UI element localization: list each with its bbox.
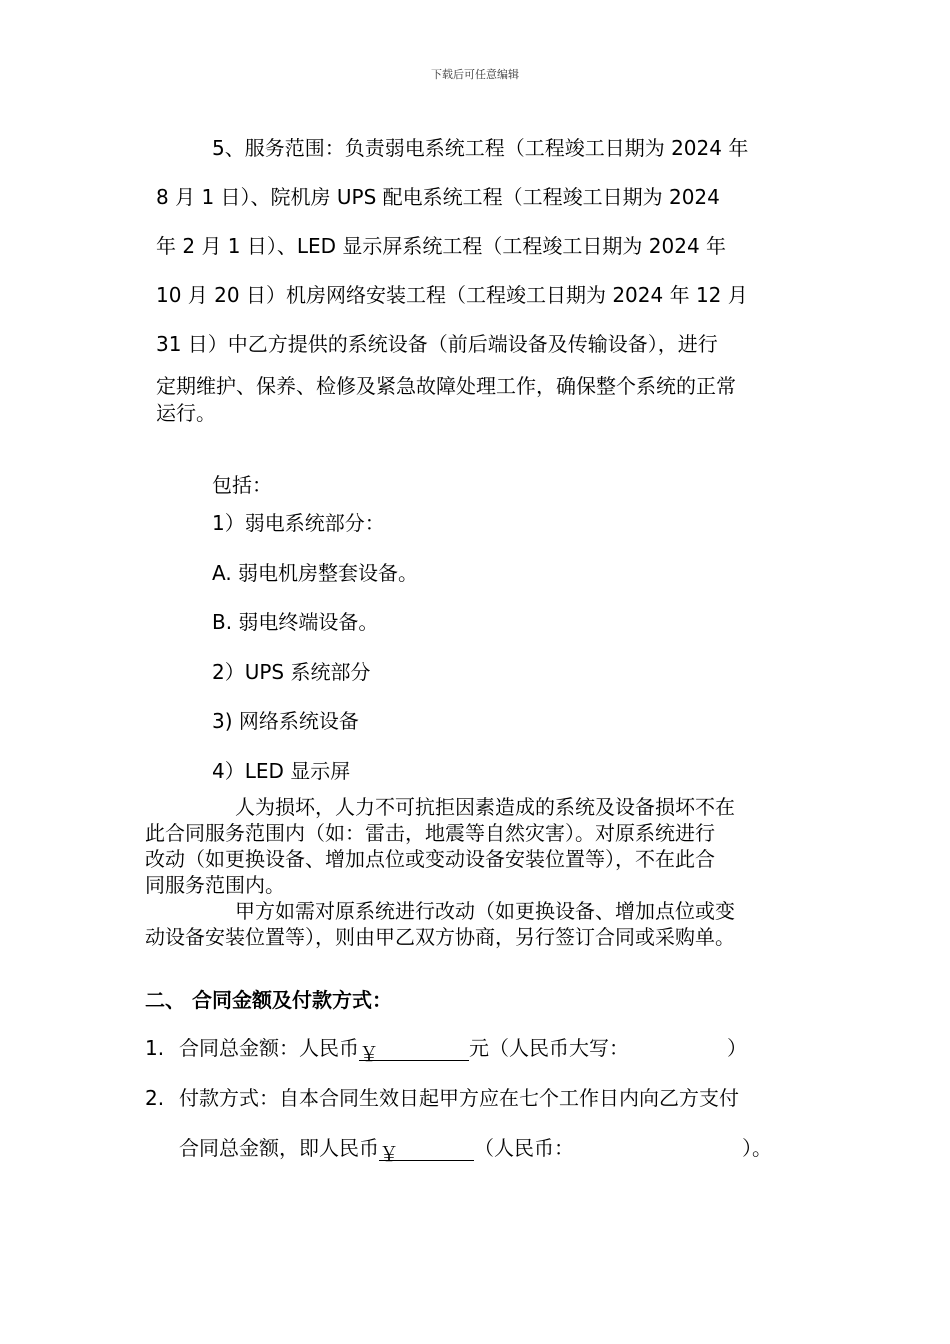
section2-title: 二、 合同金额及付款方式：: [145, 988, 392, 1012]
exclusions-line-5: 甲方如需对原系统进行改动（如更换设备、增加点位或变: [235, 899, 735, 923]
item-1-number: 1.: [145, 1036, 165, 1060]
exclusions-line-1: 人为损坏，人力不可抗拒因素造成的系统及设备损坏不在: [235, 795, 735, 819]
section2-item-1: [145, 1032, 747, 1066]
item-2-currency: ￥: [379, 1142, 399, 1166]
scope-line-2: 8 月 1 日）、院机房 UPS 配电系统工程（工程竣工日期为 2024: [156, 185, 720, 209]
includes-item-3: B. 弱电终端设备。: [212, 610, 379, 634]
scope-line-3: 年 2 月 1 日）、LED 显示屏系统工程（工程竣工日期为 2024 年: [156, 234, 727, 258]
includes-item-6: 4）LED 显示屏: [212, 759, 351, 783]
amount-blank-2: [379, 1138, 474, 1166]
amount-blank-1: [359, 1038, 469, 1066]
scope-tail: [156, 373, 806, 427]
scope-tail-line-2: 运行。: [156, 401, 216, 425]
scope-line-5: 31 日）中乙方提供的系统设备（前后端设备及传输设备），进行: [156, 332, 718, 356]
item-2-text-b: （人民币：: [474, 1136, 574, 1160]
section2-item-2: [145, 1082, 739, 1111]
scope-tail-line-1: 定期维护、保养、检修及紧急故障处理工作，确保整个系统的正常: [156, 374, 736, 398]
scope-paragraph: [156, 124, 806, 369]
exclusions-line-2: 此合同服务范围内（如：雷击，地震等自然灾害）。对原系统进行: [145, 821, 715, 845]
scope-line-1: 5、服务范围：负责弱电系统工程（工程竣工日期为 2024 年: [212, 136, 749, 160]
includes-item-1: 1）弱电系统部分：: [212, 511, 385, 535]
exclusions-line-3: 改动（如更换设备、增加点位或变动设备安装位置等），不在此合: [145, 847, 715, 871]
item-2-number: 2.: [145, 1086, 165, 1110]
item-1-text-a: 合同总金额：人民币: [179, 1036, 359, 1060]
section2-item-2-cont: [179, 1132, 772, 1166]
scope-line-4: 10 月 20 日）机房网络安装工程（工程竣工日期为 2024 年 12 月: [156, 283, 748, 307]
item-1-currency: ￥: [359, 1042, 379, 1066]
item-2-line-1: 付款方式：自本合同生效日起甲方应在七个工作日内向乙方支付: [179, 1086, 739, 1110]
includes-item-2: A. 弱电机房整套设备。: [212, 561, 419, 585]
includes-item-5: 3) 网络系统设备: [212, 709, 359, 733]
exclusions-line-6: 动设备安装位置等），则由甲乙双方协商，另行签订合同或采购单。: [145, 925, 735, 949]
includes-item-4: 2）UPS 系统部分: [212, 660, 371, 684]
item-2-text-a: 合同总金额，即人民币: [179, 1136, 379, 1160]
includes-title: 包括：: [212, 473, 272, 497]
exclusions-paragraph: [145, 794, 805, 950]
page-header-note: 下载后可任意编辑: [431, 68, 519, 81]
item-1-text-c: ）: [727, 1036, 747, 1060]
item-2-text-c: ）。: [742, 1136, 772, 1160]
exclusions-line-4: 同服务范围内。: [145, 873, 285, 897]
item-1-text-b: 元（人民币大写：: [469, 1036, 629, 1060]
